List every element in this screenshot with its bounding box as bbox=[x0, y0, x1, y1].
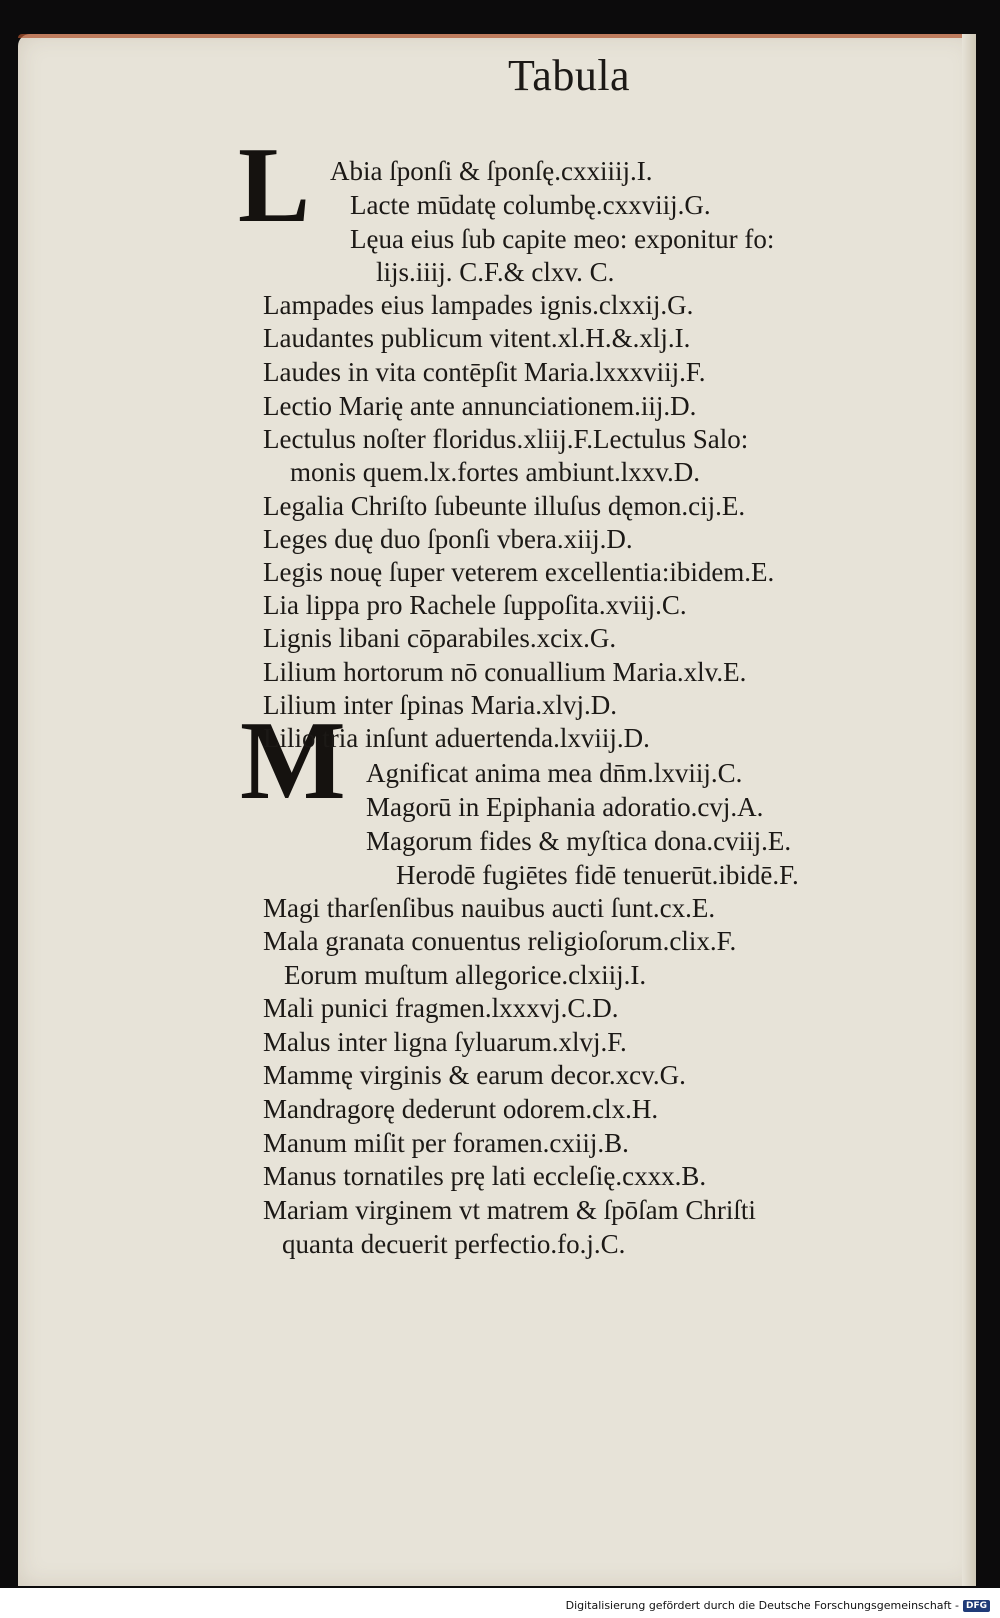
dfg-logo: DFG bbox=[963, 1600, 990, 1612]
index-entry: Mandragorę dederunt odorem.clx.H. bbox=[263, 1094, 659, 1124]
index-entry: Legis nouę ſuper veterem excellentia:ibidem.E. bbox=[263, 557, 775, 587]
index-entry: Lectulus noſter floridus.xliij.F.Lectulus Salo: bbox=[263, 424, 749, 454]
index-entry: Agnificat anima mea dn̄m.lxviij.C. bbox=[366, 758, 743, 788]
index-entry: Mariam virginem vt matrem & ſpōſam Chriſti bbox=[263, 1195, 756, 1225]
index-entry: Malus inter ligna ſyluarum.xlvj.F. bbox=[263, 1027, 627, 1057]
index-entry: monis quem.lx.fortes ambiunt.lxxv.D. bbox=[290, 457, 700, 487]
credit-text: Digitalisierung gefördert durch die Deutsche Forschungsgemeinschaft - bbox=[565, 1599, 959, 1612]
index-entry: Magorum fides & myſtica dona.cviij.E. bbox=[366, 826, 792, 856]
index-entry: lijs.iiij. C.F.& clxv. C. bbox=[376, 257, 615, 287]
index-entry: Lilio tria inſunt aduertenda.lxviij.D. bbox=[263, 723, 650, 753]
index-entry: Laudantes publicum vitent.xl.H.&.xlj.I. bbox=[263, 323, 691, 353]
index-entry: Mammę virginis & earum decor.xcv.G. bbox=[263, 1060, 686, 1090]
index-entry: Manum miſit per foramen.cxiij.B. bbox=[263, 1128, 629, 1158]
index-entry: quanta decuerit perfectio.fo.j.C. bbox=[282, 1229, 626, 1259]
index-entry: Eorum muſtum allegorice.clxiij.I. bbox=[284, 960, 647, 990]
index-entry: Legalia Chriſto ſubeunte illuſus dęmon.cij.E. bbox=[263, 491, 746, 521]
index-entry: Lectio Marię ante annunciationem.iij.D. bbox=[263, 391, 697, 421]
digitization-credit bbox=[566, 1599, 990, 1612]
index-entry: Manus tornatiles prę lati eccleſię.cxxx.B. bbox=[263, 1161, 707, 1191]
index-entry: Mala granata conuentus religioſorum.clix.F. bbox=[263, 926, 737, 956]
page-title: Tabula bbox=[508, 51, 631, 100]
drop-cap-m: M bbox=[240, 699, 346, 823]
index-entry: Magorū in Epiphania adoratio.cvj.A. bbox=[366, 792, 764, 822]
index-entry: Lilium inter ſpinas Maria.xlvj.D. bbox=[263, 690, 617, 720]
index-entry: Laudes in vita contēpſit Maria.lxxxviij.F. bbox=[263, 357, 706, 387]
index-entry: Magi tharſenſibus nauibus aucti ſunt.cx.E. bbox=[263, 893, 716, 923]
index-entry: Lampades eius lampades ignis.clxxij.G. bbox=[263, 290, 694, 320]
index-entry: Lignis libani cōparabiles.xcix.G. bbox=[263, 623, 617, 653]
index-entry: Leges duę duo ſponſi vbera.xiij.D. bbox=[263, 524, 633, 554]
index-entry: Abia ſponſi & ſponſę.cxxiiij.I. bbox=[330, 156, 653, 186]
index-entry: Mali punici fragmen.lxxxvj.C.D. bbox=[263, 993, 619, 1023]
drop-cap-l: L bbox=[238, 126, 311, 245]
index-entry: Lęua eius ſub capite meo: exponitur fo: bbox=[350, 224, 775, 254]
index-entry: Lacte mūdatę columbę.cxxviij.G. bbox=[350, 190, 711, 220]
index-entry: Herodē fugiētes fidē tenuerūt.ibidē.F. bbox=[396, 860, 799, 890]
index-entry: Lia lippa pro Rachele ſuppoſita.xviij.C. bbox=[263, 590, 687, 620]
index-entry: Lilium hortorum nō conuallium Maria.xlv.E. bbox=[263, 657, 747, 687]
